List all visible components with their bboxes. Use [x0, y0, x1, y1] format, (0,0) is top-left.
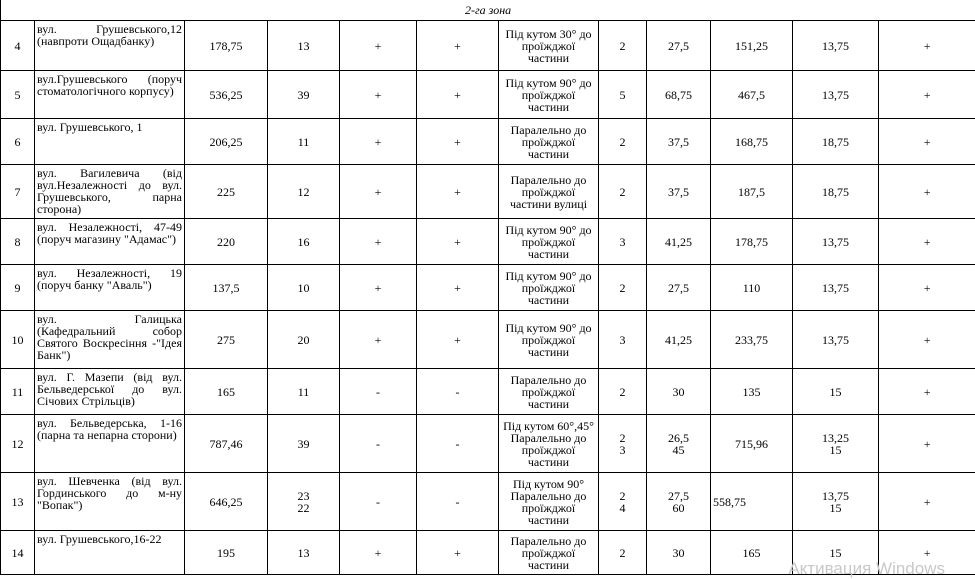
- marker-cell: -: [417, 415, 499, 473]
- marker-cell: -: [340, 369, 417, 415]
- address-cell: вул. Г. Мазепи (від вул. Бельведерської до вул. Січових Стрільців): [35, 369, 185, 415]
- places-count-cell: 12: [268, 165, 340, 219]
- total-area-cell: 165: [711, 531, 793, 575]
- value-cell: 13,75 15: [793, 473, 879, 531]
- count-cell: 2: [599, 265, 647, 311]
- row-number: 11: [1, 369, 35, 415]
- table-row: [1, 165, 975, 219]
- total-area-cell: 178,75: [711, 219, 793, 265]
- address-cell: вул. Незалежності, 47-49 (поруч магазину "Адамас"): [35, 219, 185, 265]
- value-cell: 37,5: [647, 119, 711, 165]
- table-row: [1, 219, 975, 265]
- parking-method-cell: Під кутом 90° Паралельно до проїжджої частини: [499, 473, 599, 531]
- places-count-cell: 13: [268, 21, 340, 71]
- places-count-cell: 20: [268, 311, 340, 369]
- value-cell: 18,75: [793, 119, 879, 165]
- row-number: 5: [1, 71, 35, 119]
- marker-cell: +: [879, 219, 975, 265]
- marker-cell: +: [879, 21, 975, 71]
- marker-cell: +: [417, 531, 499, 575]
- total-area-cell: 135: [711, 369, 793, 415]
- total-area-cell: 233,75: [711, 311, 793, 369]
- row-number: 14: [1, 531, 35, 575]
- parking-method-cell: Паралельно до проїжджої частини: [499, 369, 599, 415]
- table-row: [1, 265, 975, 311]
- marker-cell: +: [879, 473, 975, 531]
- total-area-cell: 558,75: [711, 473, 793, 531]
- row-number: 12: [1, 415, 35, 473]
- address-cell: вул. Бельведерська, 1-16 (парна та непарна сторони): [35, 415, 185, 473]
- value-cell: 15: [793, 531, 879, 575]
- value-cell: 15: [793, 369, 879, 415]
- row-number: 7: [1, 165, 35, 219]
- count-cell: 2 3: [599, 415, 647, 473]
- area-cell: 137,5: [185, 265, 268, 311]
- value-cell: 41,25: [647, 219, 711, 265]
- places-count-cell: 23 22: [268, 473, 340, 531]
- value-cell: 13,75: [793, 71, 879, 119]
- count-cell: 2 4: [599, 473, 647, 531]
- marker-cell: -: [417, 369, 499, 415]
- area-cell: 206,25: [185, 119, 268, 165]
- value-cell: 13,75: [793, 21, 879, 71]
- marker-cell: +: [417, 165, 499, 219]
- row-number: 6: [1, 119, 35, 165]
- count-cell: 2: [599, 369, 647, 415]
- marker-cell: +: [340, 119, 417, 165]
- row-number: 4: [1, 21, 35, 71]
- places-count-cell: 16: [268, 219, 340, 265]
- marker-cell: -: [417, 473, 499, 531]
- value-cell: 26,5 45: [647, 415, 711, 473]
- activation-watermark: Активация Windows: [788, 559, 945, 579]
- area-cell: 178,75: [185, 21, 268, 71]
- marker-cell: +: [879, 415, 975, 473]
- address-cell: вул.Грушевського (поруч стоматологічного корпусу): [35, 71, 185, 119]
- count-cell: 5: [599, 71, 647, 119]
- area-cell: 536,25: [185, 71, 268, 119]
- marker-cell: +: [340, 71, 417, 119]
- value-cell: 18,75: [793, 165, 879, 219]
- marker-cell: +: [879, 71, 975, 119]
- marker-cell: +: [417, 265, 499, 311]
- parking-method-cell: Паралельно до проїжджої частини вулиці: [499, 165, 599, 219]
- marker-cell: +: [879, 265, 975, 311]
- total-area-cell: 467,5: [711, 71, 793, 119]
- area-cell: 195: [185, 531, 268, 575]
- parking-method-cell: Паралельно до проїжджої частини: [499, 119, 599, 165]
- marker-cell: +: [340, 21, 417, 71]
- marker-cell: -: [340, 415, 417, 473]
- table-row: [1, 71, 975, 119]
- value-cell: 13,75: [793, 311, 879, 369]
- total-area-cell: 110: [711, 265, 793, 311]
- total-area-cell: 715,96: [711, 415, 793, 473]
- value-cell: 27,5: [647, 265, 711, 311]
- table-row: [1, 369, 975, 415]
- places-count-cell: 10: [268, 265, 340, 311]
- count-cell: 3: [599, 219, 647, 265]
- count-cell: 2: [599, 531, 647, 575]
- area-cell: 787,46: [185, 415, 268, 473]
- area-cell: 275: [185, 311, 268, 369]
- address-cell: вул. Грушевського, 1: [35, 119, 185, 165]
- address-cell: вул. Грушевського,12 (навпроти Ощадбанку): [35, 21, 185, 71]
- marker-cell: +: [879, 311, 975, 369]
- table-row: [1, 311, 975, 369]
- places-count-cell: 13: [268, 531, 340, 575]
- parking-method-cell: Під кутом 90° до проїжджої частини: [499, 71, 599, 119]
- total-area-cell: 187,5: [711, 165, 793, 219]
- area-cell: 225: [185, 165, 268, 219]
- table-row: [1, 473, 975, 531]
- value-cell: 27,5: [647, 21, 711, 71]
- row-number: 9: [1, 265, 35, 311]
- address-cell: вул. Грушевського,16-22: [35, 531, 185, 575]
- parking-method-cell: Під кутом 90° до проїжджої частини: [499, 265, 599, 311]
- marker-cell: +: [417, 311, 499, 369]
- row-number: 10: [1, 311, 35, 369]
- value-cell: 13,75: [793, 219, 879, 265]
- value-cell: 30: [647, 369, 711, 415]
- marker-cell: +: [340, 265, 417, 311]
- count-cell: 2: [599, 165, 647, 219]
- marker-cell: +: [879, 165, 975, 219]
- marker-cell: +: [879, 369, 975, 415]
- marker-cell: -: [340, 473, 417, 531]
- address-cell: вул. Вагилевича (від вул.Незалежності до вул. Грушевського, парна сторона): [35, 165, 185, 219]
- places-count-cell: 39: [268, 415, 340, 473]
- marker-cell: +: [879, 119, 975, 165]
- value-cell: 37,5: [647, 165, 711, 219]
- marker-cell: +: [417, 219, 499, 265]
- address-cell: вул. Галицька (Кафедральний собор Святого Воскресіння -"Ідея Банк"): [35, 311, 185, 369]
- zone-header-row: [1, 0, 975, 21]
- row-number: 8: [1, 219, 35, 265]
- parking-method-cell: Під кутом 60°,45° Паралельно до проїжджої частини: [499, 415, 599, 473]
- area-cell: 220: [185, 219, 268, 265]
- marker-cell: +: [340, 165, 417, 219]
- area-cell: 646,25: [185, 473, 268, 531]
- value-cell: 41,25: [647, 311, 711, 369]
- table-row: [1, 119, 975, 165]
- marker-cell: +: [340, 311, 417, 369]
- count-cell: 2: [599, 21, 647, 71]
- table-row: [1, 415, 975, 473]
- table-row: [1, 21, 975, 71]
- places-count-cell: 39: [268, 71, 340, 119]
- parking-method-cell: Під кутом 90° до проїжджої частини: [499, 219, 599, 265]
- zone-title: 2-га зона: [1, 0, 975, 21]
- parking-method-cell: Паралельно до проїжджої частини: [499, 531, 599, 575]
- value-cell: 27,5 60: [647, 473, 711, 531]
- value-cell: 30: [647, 531, 711, 575]
- address-cell: вул. Незалежності, 19 (поруч банку "Аваль"): [35, 265, 185, 311]
- marker-cell: +: [340, 219, 417, 265]
- marker-cell: +: [417, 119, 499, 165]
- parking-method-cell: Під кутом 90° до проїжджої частини: [499, 311, 599, 369]
- total-area-cell: 151,25: [711, 21, 793, 71]
- marker-cell: +: [417, 71, 499, 119]
- places-count-cell: 11: [268, 119, 340, 165]
- address-cell: вул. Шевченка (від вул. Гординського до м-ну "Вопак"): [35, 473, 185, 531]
- marker-cell: +: [879, 531, 975, 575]
- value-cell: 13,75: [793, 265, 879, 311]
- parking-method-cell: Під кутом 30° до проїжджої частини: [499, 21, 599, 71]
- marker-cell: +: [340, 531, 417, 575]
- row-number: 13: [1, 473, 35, 531]
- marker-cell: +: [417, 21, 499, 71]
- area-cell: 165: [185, 369, 268, 415]
- count-cell: 3: [599, 311, 647, 369]
- value-cell: 13,25 15: [793, 415, 879, 473]
- value-cell: 68,75: [647, 71, 711, 119]
- places-count-cell: 11: [268, 369, 340, 415]
- count-cell: 2: [599, 119, 647, 165]
- total-area-cell: 168,75: [711, 119, 793, 165]
